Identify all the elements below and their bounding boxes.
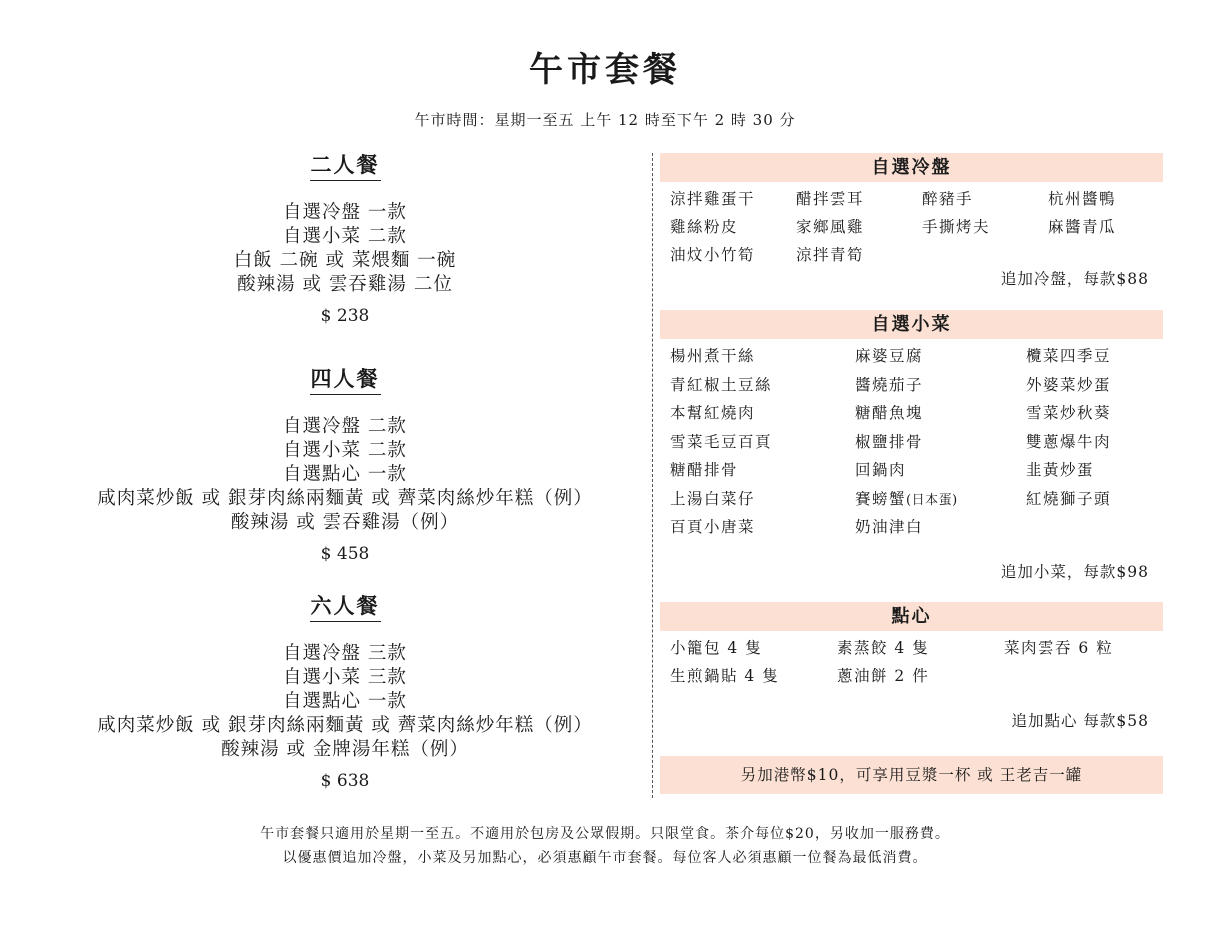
set-title: 二人餐 — [310, 151, 381, 181]
small-dish-item: 百頁小唐菜 — [670, 518, 756, 536]
drink-offer: 另加港幣$10，可享用豆漿一杯 或 王老吉一罐 — [660, 756, 1163, 794]
dim-sum-panel — [660, 602, 1163, 742]
set-item: 咸肉菜炒飯 或 銀芽肉絲兩麵黃 或 薺菜肉絲炒年糕（例） — [97, 715, 593, 736]
small-dish-item: 賽螃蟹 — [855, 489, 907, 508]
small-dish-item: 糖醋魚塊 — [855, 404, 924, 422]
set-price: $ 638 — [320, 771, 370, 791]
small-dish-item: 青紅椒土豆絲 — [670, 375, 773, 394]
small-dish-item: 楊州煮干絲 — [670, 347, 756, 365]
set-item: 咸肉菜炒飯 或 銀芽肉絲兩麵黃 或 薺菜肉絲炒年糕（例） — [97, 488, 593, 509]
menu-title: 午市套餐 — [529, 50, 681, 90]
small-dish-item: 奶油津白 — [855, 518, 924, 536]
set-two-person — [40, 151, 650, 329]
set-title: 六人餐 — [310, 592, 381, 622]
cold-dish-item: 雞絲粉皮 — [670, 218, 739, 236]
set-item: 自選冷盤 二款 — [283, 416, 407, 437]
cold-dish-item: 手撕烤夫 — [922, 218, 991, 236]
small-dishes-grid — [660, 339, 1163, 544]
cold-dish-item: 醋拌雲耳 — [796, 190, 865, 208]
small-dish-item: 紅燒獅子頭 — [1026, 489, 1112, 508]
set-items — [40, 642, 650, 762]
cold-dishes-extra-price: 追加冷盤，每款$88 — [1000, 270, 1149, 288]
set-six-person — [40, 592, 650, 794]
set-item: 自選冷盤 三款 — [283, 643, 407, 664]
small-dish-item: 外婆菜炒蛋 — [1026, 375, 1112, 394]
small-dish-item: 雪菜毛豆百頁 — [670, 432, 773, 451]
small-dish-item: 雪菜炒秋葵 — [1026, 404, 1112, 422]
small-dish-item: 韭黃炒蛋 — [1026, 461, 1095, 479]
set-price: $ 238 — [320, 306, 370, 326]
set-items — [40, 415, 650, 535]
dim-sum-item: 素蒸餃 4 隻 — [837, 639, 930, 657]
dim-sum-header: 點心 — [660, 602, 1163, 631]
set-item: 自選小菜 三款 — [283, 667, 407, 688]
set-item: 自選小菜 二款 — [283, 440, 407, 461]
cold-dish-item: 杭州醬鴨 — [1048, 190, 1117, 208]
dim-sum-grid — [660, 631, 1163, 692]
set-item: 酸辣湯 或 雲吞雞湯 二位 — [237, 274, 453, 295]
cold-dish-item: 涼拌雞蛋干 — [670, 190, 756, 208]
small-dish-item: 上湯白菜仔 — [670, 489, 756, 508]
cold-dish-item: 油炆小竹筍 — [670, 246, 756, 264]
column-divider — [652, 153, 653, 798]
set-item: 白飯 二碗 或 菜煨麵 一碗 — [233, 250, 457, 271]
cold-dish-item: 麻醬青瓜 — [1048, 218, 1117, 236]
small-dish-item: 欖菜四季豆 — [1026, 347, 1112, 365]
small-dishes-extra-price: 追加小菜，每款$98 — [1000, 563, 1149, 581]
set-title: 四人餐 — [310, 365, 381, 395]
set-item: 自選冷盤 一款 — [283, 202, 407, 223]
small-dish-note: (日本蛋) — [906, 492, 958, 508]
set-item: 自選小菜 二款 — [283, 226, 407, 247]
small-dish-item: 椒鹽排骨 — [855, 432, 924, 451]
small-dish-item-with-note — [855, 487, 1026, 516]
set-item: 自選點心 一款 — [283, 691, 407, 712]
cold-dish-item: 涼拌青筍 — [796, 246, 865, 264]
dim-sum-item: 蔥油餅 2 件 — [837, 667, 930, 685]
cold-dishes-panel — [660, 153, 1163, 293]
set-item: 自選點心 一款 — [283, 464, 407, 485]
cold-dishes-grid — [660, 182, 1163, 271]
footer-terms-line-2: 以優惠價追加冷盤，小菜及另加點心，必須惠顧午市套餐。每位客人必須惠顧一位餐為最低消費。 — [282, 850, 928, 866]
set-item: 酸辣湯 或 金牌湯年糕（例） — [221, 739, 469, 760]
small-dish-item: 雙蔥爆牛肉 — [1026, 432, 1112, 451]
dim-sum-item: 菜肉雲吞 6 粒 — [1004, 639, 1114, 657]
lunch-hours: 午市時間：星期一至五 上午 12 時至下午 2 時 30 分 — [414, 111, 796, 129]
small-dish-item: 回鍋肉 — [855, 461, 907, 479]
footer-terms-line-1: 午市套餐只適用於星期一至五。不適用於包房及公眾假期。只限堂食。茶介每位$20，另收加一服務費。 — [260, 826, 950, 842]
set-items — [40, 201, 650, 297]
small-dish-item: 麻婆豆腐 — [855, 347, 924, 365]
small-dish-item: 醬燒茄子 — [855, 375, 924, 394]
dim-sum-item: 生煎鍋貼 4 隻 — [670, 667, 780, 685]
small-dishes-panel — [660, 310, 1163, 590]
dim-sum-extra-price: 追加點心 每款$58 — [1011, 712, 1149, 730]
small-dishes-header: 自選小菜 — [660, 310, 1163, 339]
small-dish-item: 本幫紅燒肉 — [670, 404, 756, 422]
cold-dish-item: 家鄉風雞 — [796, 218, 865, 236]
set-item: 酸辣湯 或 雲吞雞湯（例） — [230, 512, 460, 533]
set-four-person — [40, 365, 650, 567]
cold-dishes-header: 自選冷盤 — [660, 153, 1163, 182]
small-dish-item: 糖醋排骨 — [670, 461, 739, 479]
dim-sum-item: 小籠包 4 隻 — [670, 639, 763, 657]
cold-dish-item: 醉豬手 — [922, 190, 974, 208]
set-price: $ 458 — [320, 544, 370, 564]
